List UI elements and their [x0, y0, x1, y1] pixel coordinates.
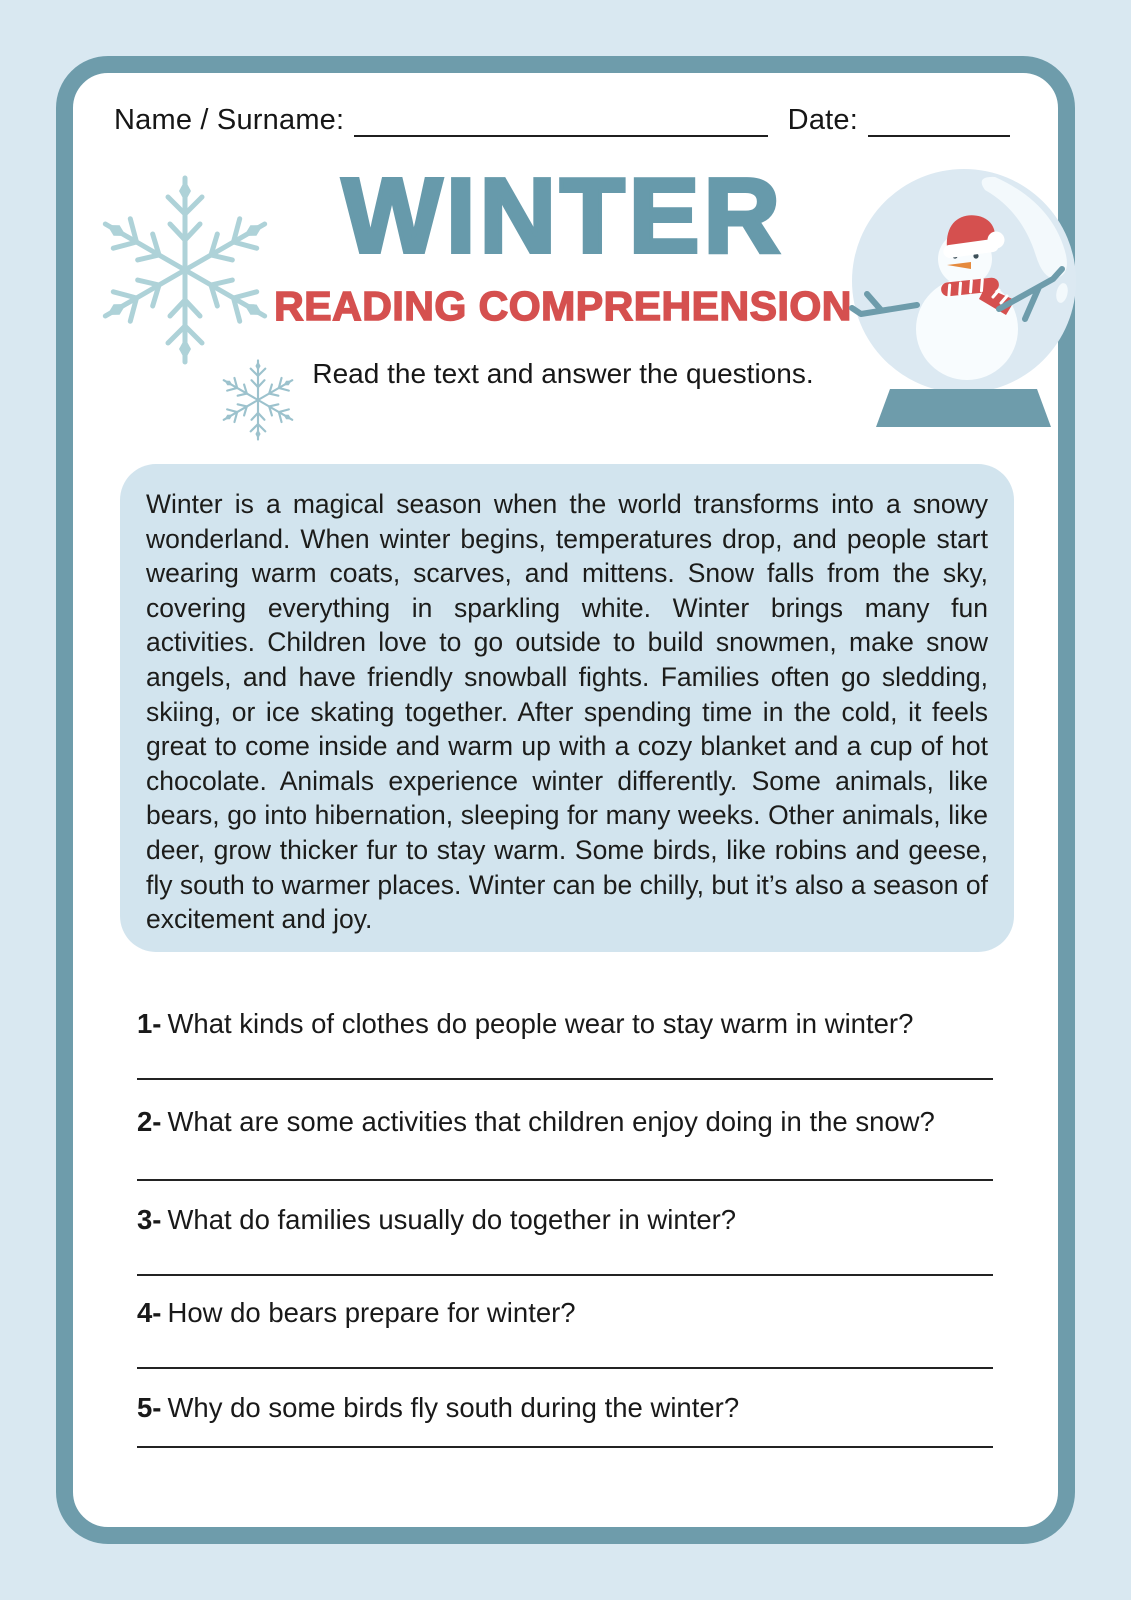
question-1: [137, 1008, 995, 1040]
name-blank-line[interactable]: [354, 101, 767, 137]
question-4-number: 4-: [137, 1297, 162, 1328]
reading-passage: Winter is a magical season when the world transforms into a snowy wonderland. When winter begins, temperatures drop, and people start wearing warm coats, scarves, and mittens. Snow falls from the sky, covering everything in sparkling white. Winter brings many fun activities. Children love to go outside to build snowmen, make snow angels, and have friendly snowball fights. Families often go sledding, skiing, or ice skating together. After spending time in the cold, it feels great to come inside and warm up with a cozy blanket and a cup of hot chocolate. Animals experience winter differently. Some animals, like bears, go into hibernation, sleeping for many weeks. Other animals, like deer, grow thicker fur to stay warm. Some birds, like robins and geese, fly south to warmer places. Winter can be chilly, but it’s also a season of excitement and joy.: [120, 464, 1014, 952]
question-4-text: How do bears prepare for winter?: [167, 1297, 576, 1328]
question-2: [137, 1106, 995, 1138]
snow-globe-snowman-icon: [847, 169, 1079, 431]
question-4: [137, 1297, 995, 1329]
question-5: [137, 1392, 995, 1424]
name-surname-label: Name / Surname:: [114, 104, 345, 136]
hero-block: [193, 159, 933, 390]
worksheet-page: [56, 56, 1075, 1544]
answer-line-2[interactable]: [137, 1179, 993, 1181]
answer-line-3[interactable]: [137, 1274, 993, 1276]
question-2-text: What are some activities that children enjoy doing in the snow?: [167, 1106, 935, 1137]
date-blank-line[interactable]: [868, 101, 1010, 137]
question-1-text: What kinds of clothes do people wear to stay warm in winter?: [167, 1008, 914, 1039]
question-3: [137, 1204, 995, 1236]
answer-line-1[interactable]: [137, 1078, 993, 1080]
date-label: Date:: [787, 104, 858, 136]
question-5-number: 5-: [137, 1392, 162, 1423]
header-row: [114, 101, 1010, 137]
worksheet-title: WINTER: [341, 157, 785, 275]
answer-line-4[interactable]: [137, 1367, 993, 1369]
answer-line-5[interactable]: [137, 1446, 993, 1448]
question-3-text: What do families usually do together in winter?: [167, 1204, 737, 1235]
instruction-text: Read the text and answer the questions.: [312, 358, 814, 390]
question-2-number: 2-: [137, 1106, 162, 1137]
question-3-number: 3-: [137, 1204, 162, 1235]
question-5-text: Why do some birds fly south during the winter?: [167, 1392, 740, 1423]
question-1-number: 1-: [137, 1008, 162, 1039]
worksheet-subtitle: READING COMPREHENSION: [274, 283, 852, 330]
